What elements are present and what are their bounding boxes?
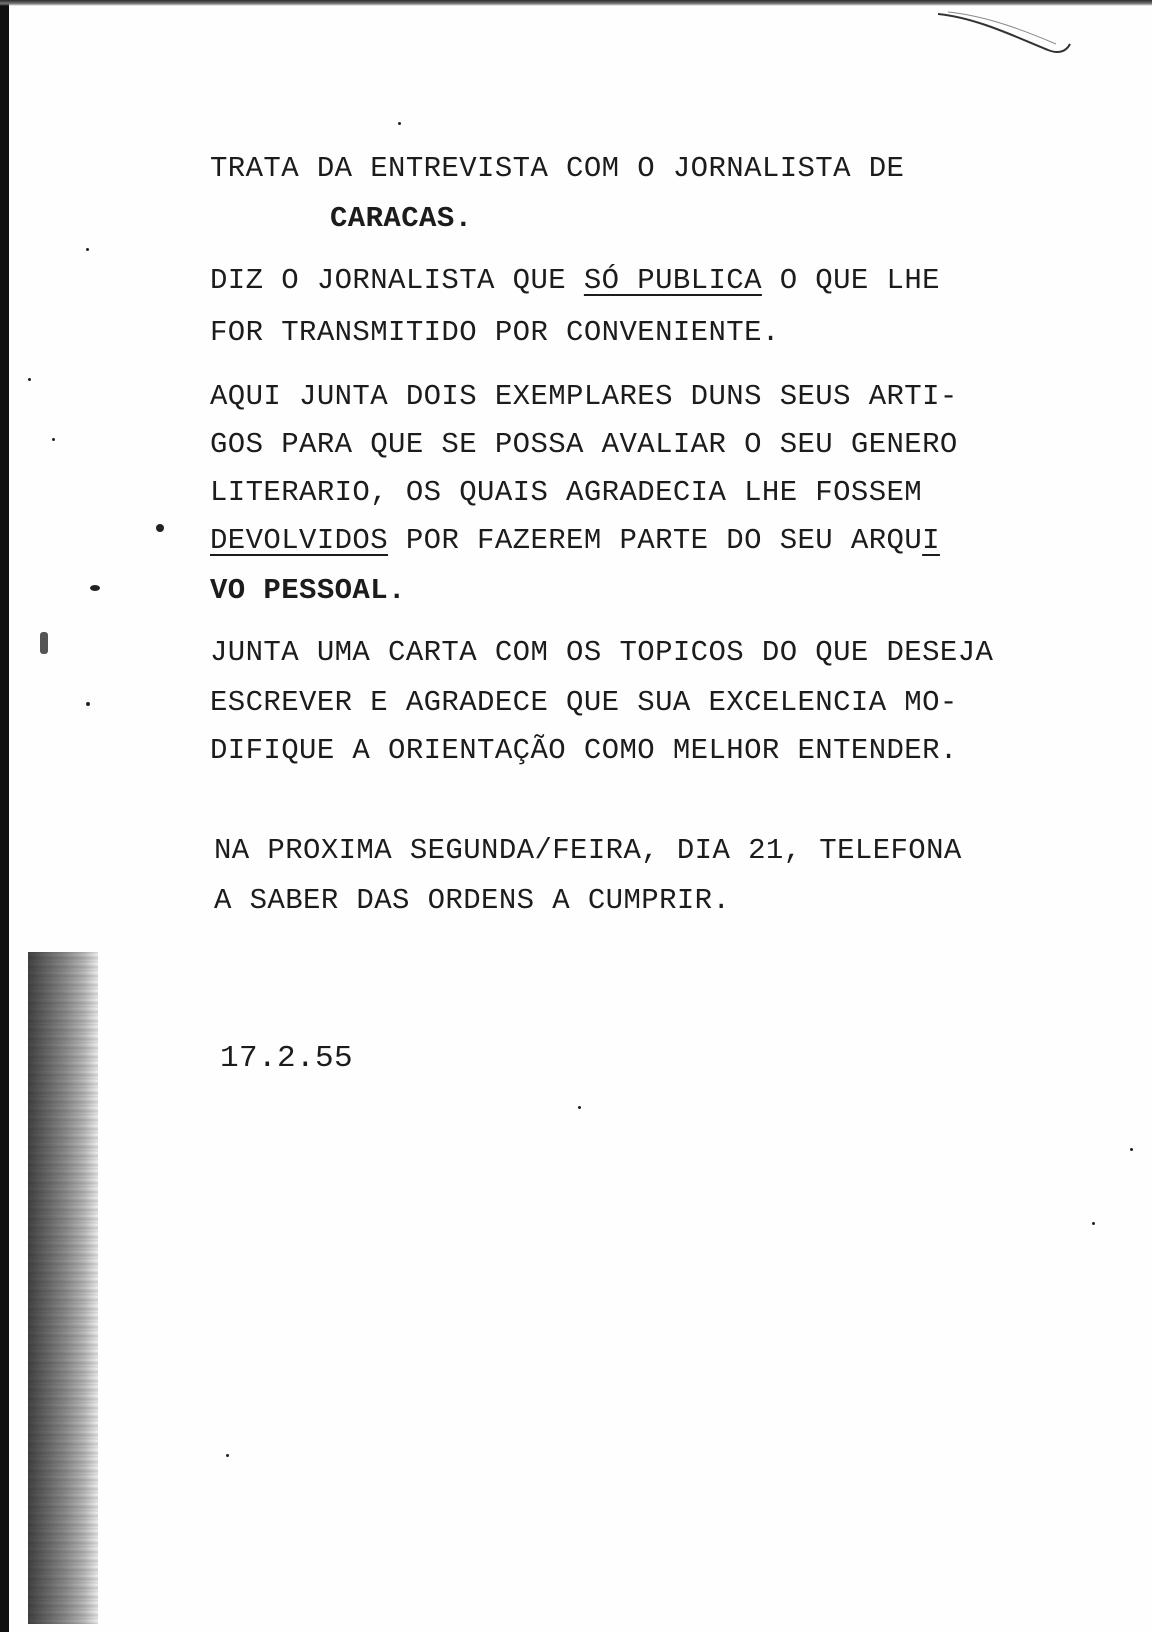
paragraph-1-line-2: FOR TRANSMITIDO POR CONVENIENTE. [210, 316, 780, 349]
underlined-phrase-so-publica: SÓ PUBLICA [583, 264, 762, 297]
paragraph-1-line-1 [210, 264, 940, 298]
paragraph-2-line-2: GOS PARA QUE SE POSSA AVALIAR O SEU GENERO [210, 428, 958, 461]
underlined-letter-i: I [922, 524, 940, 557]
paragraph-1-line-1-start: DIZ O JORNALISTA QUE [210, 264, 584, 297]
paragraph-4-line-2: A SABER DAS ORDENS A CUMPRIR. [214, 884, 731, 917]
heading-line-2: CARACAS. [330, 202, 473, 235]
paragraph-2-line-1: AQUI JUNTA DOIS EXEMPLARES DUNS SEUS ARTI- [210, 380, 958, 413]
paragraph-2-line-4-middle: POR FAZEREM PARTE DO SEU ARQU [388, 524, 923, 557]
underlined-word-devolvidos: DEVOLVIDOS [210, 524, 389, 557]
paragraph-2-line-4 [210, 524, 940, 558]
paragraph-1-line-1-end: O QUE LHE [761, 264, 940, 297]
memo-date: 17.2.55 [220, 1041, 354, 1076]
paragraph-3-line-3: DIFIQUE A ORIENTAÇÃO COMO MELHOR ENTENDER. [210, 734, 958, 767]
heading-line-1: TRATA DA ENTREVISTA COM O JORNALISTA DE [210, 152, 905, 185]
paragraph-2-line-3: LITERARIO, OS QUAIS AGRADECIA LHE FOSSEM [210, 476, 923, 509]
paragraph-4-line-1: NA PROXIMA SEGUNDA/FEIRA, DIA 21, TELEFONA [214, 834, 962, 867]
paragraph-2-line-5: VO PESSOAL. [210, 574, 406, 607]
paragraph-3-line-2: ESCREVER E AGRADECE QUE SUA EXCELENCIA MO- [210, 686, 958, 719]
paragraph-3-line-1: JUNTA UMA CARTA COM OS TOPICOS DO QUE DESEJA [210, 636, 994, 669]
